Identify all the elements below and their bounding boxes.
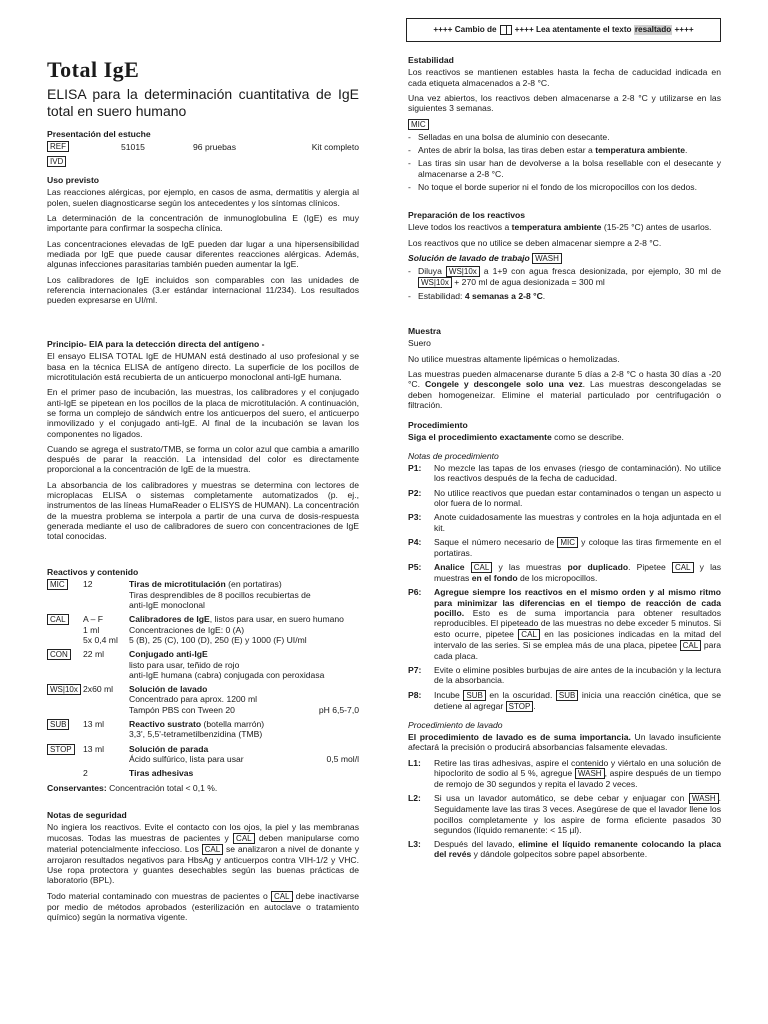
note-p7 xyxy=(408,665,721,686)
ws-symbol: WS|10x xyxy=(47,684,81,695)
reagent-row-adhesive xyxy=(47,768,359,782)
kit-type: Kit completo xyxy=(311,141,359,152)
p5-bold1: por duplicado xyxy=(567,562,629,573)
stability-b2c: . xyxy=(685,144,688,155)
l1-a: Retire las tiras adhesivas, aspire el contenido y viértalo en una solución de hipoclorito de sodio al 5 %, agregue xyxy=(434,757,721,778)
prep-p2: Los reactivos que no utilice se deben almacenar siempre a 2-8 °C. xyxy=(408,237,662,248)
p4-b: y coloque las tiras firmemente en el portatiras. xyxy=(434,536,721,558)
safety-heading: Notas de seguridad xyxy=(47,810,127,820)
reagent-row-mic xyxy=(47,579,359,614)
ws-ph: pH 6,5-7,0 xyxy=(318,704,359,715)
con-qty: 22 ml xyxy=(83,649,105,660)
procedure-notes-heading: Notas de procedimiento xyxy=(408,450,499,461)
safety-p1b: deben manipularse como material potencialmente infeccioso. Los xyxy=(47,832,359,854)
adh-name: Tiras adhesivas xyxy=(129,768,194,779)
ref-symbol: REF xyxy=(47,141,69,152)
prep-ws-symbol: WS|10x xyxy=(418,277,452,288)
prep-b1b: a 1+9 con agua fresca desionizada, por ejemplo, 30 ml de xyxy=(483,265,721,276)
sub-symbol: SUB xyxy=(47,719,69,730)
wash-step-l1 xyxy=(408,758,721,790)
procedure-p1 xyxy=(408,432,721,442)
cal-name: Calibradores de IgE xyxy=(129,614,210,625)
p6-cal-symbol: CAL xyxy=(680,640,702,651)
banner-middle: ++++ Lea atentamente el texto xyxy=(514,25,632,35)
test-count: 96 pruebas xyxy=(193,141,237,152)
specimen-heading: Muestra xyxy=(408,326,441,336)
specimen-p2a: Las muestras pueden almacenarse durante 5 días a 2-8 °C o hasta 30 días a -20 °C. xyxy=(408,368,721,390)
intended-use-p3: Las concentraciones elevadas de IgE pueden dar lugar a una hipersensibilidad mediada por IgE que puede causar diferentes reacciones alérgicas. Además, algunas infecciones parasitarias también pueden aumentar la IgE. xyxy=(47,238,359,270)
banner-prefix: ++++ Cambio de xyxy=(433,25,497,35)
intended-use-section xyxy=(47,175,359,310)
intended-use-p2: La determinación de la concentración de inmunoglobulina E (IgE) es muy importante para confirmar la sospecha clínica. xyxy=(47,212,359,234)
principle-section xyxy=(47,339,359,547)
stability-b2a: Antes de abrir la bolsa, las tiras deben estar a xyxy=(418,144,596,155)
principle-p1: El ensayo ELISA TOTAL IgE de HUMAN está destinado al uso profesional y se basa en la técnica ELISA de antígeno directo. La superficie de los pocillos de microtitulación está recubierta de un anticuerpo monoclonal anti-IgE humana. xyxy=(47,351,359,382)
list-item xyxy=(408,266,721,288)
sub-name-suffix: (botella marrón) xyxy=(201,719,265,730)
cal-qty1: A – F xyxy=(83,614,104,625)
safety-p2 xyxy=(47,891,359,923)
p4-mic-symbol: MIC xyxy=(557,537,578,548)
list-item xyxy=(408,291,721,301)
intended-use-p4: Los calibradores de IgE incluidos son comparables con las unidades de referencia internacionales (3.er estándar internacional 11/234). Los resultados pueden expresarse en UI/ml. xyxy=(47,274,359,306)
p8-c: inicia una reacción cinética, que se detiene al agregar xyxy=(434,689,721,711)
note-label: P8: xyxy=(408,689,422,700)
stop-molarity: 0,5 mol/l xyxy=(326,754,359,764)
wash-step-label: L1: xyxy=(408,757,421,768)
wash-procedure-p xyxy=(408,732,721,753)
p5-c: . Pipetee xyxy=(628,562,666,573)
book-icon xyxy=(500,25,512,35)
stop-qty: 13 ml xyxy=(83,743,105,754)
safety-p1a: No ingiera los reactivos. Evite el contacto con los ojos, la piel y las membranas mucosas. Todas las muestras de pacientes y xyxy=(47,822,359,843)
prep-b2c: . xyxy=(542,290,546,301)
wash-step-label: L3: xyxy=(408,839,421,850)
p5-a: Analice xyxy=(434,562,465,573)
document-subtitle: ELISA para la determinación cuantitativa de IgE total en suero humano xyxy=(47,86,359,119)
p6-bold: Agregue siempre los reactivos en el mismo orden y al mismo ritmo para minimizar las diferencias en el tiempo de reacción de cada pocillo. xyxy=(434,587,721,619)
prep-p1 xyxy=(408,222,721,232)
principle-heading: Principio- EIA para la detección directa del antígeno - xyxy=(47,339,265,349)
safety-p2b: debe inactivarse por medio de métodos aprobados (esterilización en autoclave o tratamiento químico) según la normativa vigente. xyxy=(47,890,359,922)
reagents-heading: Reactivos y contenido xyxy=(47,567,139,577)
banner-suffix: ++++ xyxy=(674,25,694,35)
stability-section xyxy=(408,55,721,196)
safety-cal-symbol: CAL xyxy=(202,844,224,855)
principle-p2: En el primer paso de incubación, las muestras, los calibradores y el conjugado anti-IgE se pipetean en los pocillos de la placa de microtitulación. A continuación, se forma un complejo de sándwich entre los anticuerpos del suero, el anticuerpo inmovilizado y el conjugado anti-IgE. Al final de la incubación se lavan los componentes no ligados. xyxy=(47,387,359,439)
note-label: P4: xyxy=(408,536,422,547)
note-text: Anote cuidadosamente las muestras y controles en la hoja adjuntada en el kit. xyxy=(434,512,721,533)
specimen-section xyxy=(408,326,721,415)
l2-wash-symbol: WASH xyxy=(689,793,719,804)
stability-p1: Los reactivos se mantienen estables hasta la fecha de caducidad indicada en cada etiqueta almacenados a 2-8 °C. xyxy=(408,67,721,88)
banner-highlight: resaltado xyxy=(634,25,672,35)
intended-use-p1: Las reacciones alérgicas, por ejemplo, en casos de asma, dermatitis y alergia al polen, suelen diagnosticarse según los antecedentes y los síntomas clínicos. xyxy=(47,187,359,208)
stability-p2: Una vez abiertos, los reactivos deben almacenarse a 2-8 °C y utilizarse en las siguientes 3 semanas. xyxy=(408,92,721,114)
wash-step-label: L2: xyxy=(408,793,421,804)
procedure-p1a: Siga el procedimiento exactamente xyxy=(408,432,552,443)
reagent-row-con xyxy=(47,649,359,684)
wash-symbol: WASH xyxy=(532,253,562,264)
preparation-section xyxy=(408,210,721,305)
wash-solution-heading xyxy=(408,253,721,264)
reagent-row-sub xyxy=(47,719,359,744)
presentation-heading: Presentación del estuche xyxy=(47,129,151,139)
safety-cal-symbol: CAL xyxy=(271,891,293,902)
p5-bold2: en el fondo xyxy=(471,573,518,584)
safety-p1c: se analizaron a nivel de donante y arrojaron resultados negativos para HbsAg y anticuerpos contra VIH-1/2 y VHC. Use ropa protectora y guantes desechables según las buenas prácticas de laboratorio (BPL). xyxy=(47,843,359,886)
reagents-section xyxy=(47,567,359,798)
mic-line3: anti-IgE monoclonal xyxy=(129,599,205,610)
sub-line2: 3,3', 5,5'-tetrametilbenzidina (TMB) xyxy=(129,729,263,740)
presentation-section xyxy=(47,129,359,167)
note-p3 xyxy=(408,512,721,533)
note-label: P2: xyxy=(408,487,422,498)
specimen-p2c: . Las muestras descongeladas se deben homogeneizar. Elimine el material particulado por centrifugación o filtración. xyxy=(408,379,722,410)
safety-section xyxy=(47,810,359,927)
p8-sub-symbol: SUB xyxy=(556,690,578,701)
wash-p-bold: El procedimiento de lavado es de suma importancia. xyxy=(408,731,631,742)
note-p1 xyxy=(408,463,721,484)
p8-stop-symbol: STOP xyxy=(506,701,534,712)
safety-p1 xyxy=(47,822,359,885)
l3-a: Después del lavado, xyxy=(434,839,519,850)
sub-qty: 13 ml xyxy=(83,719,105,730)
preparation-heading: Preparación de los reactivos xyxy=(408,210,526,220)
list-item xyxy=(408,145,721,155)
ws-line3: Tampón PBS con Tween 20 xyxy=(129,704,235,715)
procedure-heading: Procedimiento xyxy=(408,420,468,430)
con-symbol: CON xyxy=(47,649,71,660)
change-banner xyxy=(406,18,721,42)
wash-solution-heading-text: Solución de lavado de trabajo xyxy=(408,252,530,263)
p4-a: Saque el número necesario de xyxy=(434,536,555,547)
stop-name: Solución de parada xyxy=(129,743,209,754)
safety-p2a: Todo material contaminado con muestras de pacientes o xyxy=(47,890,268,901)
principle-p4: La absorbancia de los calibradores y muestras se determina con lectores de microplacas ELISA o sistemas completamente automatizados (p. ej., instrumentos de las líneas HumaReader o ELISYS de HUMAN). La concentración de la muestra problema se interpola a partir de una curva de dosis-respuesta generada mediante el uso de calibradores de suero con concentraciones de IgE total conocidas. xyxy=(47,479,359,542)
document-title: Total IgE xyxy=(47,57,140,82)
con-name: Conjugado anti-IgE xyxy=(129,649,208,660)
list-item: - No toque el borde superior ni el fondo de los micropocillos con los dedos. xyxy=(408,182,721,192)
cal-name-suffix: , listos para usar, en suero humano xyxy=(209,614,344,625)
note-p5 xyxy=(408,562,721,583)
cal-line2: Concentraciones de IgE: 0 (A) xyxy=(129,624,245,635)
stability-heading: Estabilidad xyxy=(408,55,454,65)
p8-d: . xyxy=(533,700,536,711)
mic-line2: Tiras desprendibles de 8 pocillos recubiertas de xyxy=(129,589,311,600)
ivd-symbol: IVD xyxy=(47,156,66,167)
mic-symbol: MIC xyxy=(47,579,68,590)
sub-name: Reactivo sustrato xyxy=(129,719,202,730)
l1-wash-symbol: WASH xyxy=(575,768,605,779)
prep-b2a: Estabilidad: xyxy=(418,290,465,301)
wash-procedure-heading: Procedimiento de lavado xyxy=(408,719,503,730)
con-line2: listo para usar, teñido de rojo xyxy=(129,659,240,670)
note-label: P5: xyxy=(408,562,422,573)
prep-p1b: temperatura ambiente xyxy=(511,222,602,233)
note-text: No mezcle las tapas de los envases (riesgo de contaminación). No utilice los reactivos después de la fecha de caducidad. xyxy=(434,462,721,484)
reagent-row-stop xyxy=(47,744,359,769)
l2-b: . Seguidamente lave las tiras 3 veces. Asegúrese de que el lavador llene los pocillos completamente y los aspire de forma eficiente pasados 30 segundos (líquido remanente: < 15 µl). xyxy=(434,793,721,835)
p5-e: de los micropocillos. xyxy=(519,573,598,584)
stability-mic-symbol: MIC xyxy=(408,119,429,130)
note-p8 xyxy=(408,690,721,712)
ws-line2: Concentrado para aprox. 1200 ml xyxy=(129,694,258,705)
p6-a: Esto es de suma importancia para obtener resultados reproducibles. El pipeteado de las muestras no debe exceder 5 minutos. Si esto ocurre, pipetee xyxy=(434,608,721,639)
prep-list xyxy=(408,266,721,301)
specimen-p1: No utilice muestras altamente lipémicas o hemolizadas. xyxy=(408,353,620,364)
kit-row xyxy=(47,141,359,152)
mic-qty: 12 xyxy=(83,579,93,590)
l3-bold: elimine el líquido remanente colocando la placa del revés xyxy=(434,839,721,860)
p5-b: y las muestras xyxy=(498,562,562,573)
list-item: - Las tiras sin usar han de devolverse a la bolsa resellable con el desecante y almacenarse a 2-8 °C. xyxy=(408,158,721,179)
mic-name: Tiras de microtitulación xyxy=(129,579,226,590)
catalog-code: 51015 xyxy=(121,141,145,152)
p5-cal-symbol: CAL xyxy=(471,562,493,573)
note-label: P1: xyxy=(408,462,422,473)
p5-cal-symbol: CAL xyxy=(672,562,694,573)
specimen-type: Suero xyxy=(408,338,431,349)
prep-p1c: (15-25 °C) antes de usarlos. xyxy=(601,222,712,233)
p8-sub-symbol: SUB xyxy=(463,690,485,701)
prep-b1c: + 270 ml de agua desionizada = 300 ml xyxy=(454,276,605,287)
specimen-p2 xyxy=(408,369,721,410)
mic-name-suffix: (en portatiras) xyxy=(225,579,282,590)
adh-qty: 2 xyxy=(83,768,88,779)
specimen-p2b: Congele y descongele solo una vez xyxy=(425,379,583,390)
p5-d: y las muestras xyxy=(434,562,722,584)
p8-a: Incube xyxy=(434,689,460,700)
note-label: P3: xyxy=(408,512,422,523)
procedure-section xyxy=(408,420,721,864)
p6-cal-symbol: CAL xyxy=(518,629,540,640)
note-p6 xyxy=(408,587,721,661)
wash-p: Un lavado insuficiente afectará la precisión o producirá absorbancias falsamente elevadas. xyxy=(408,731,722,753)
procedure-p1b: como se describe. xyxy=(551,432,624,443)
list-item: - Selladas en una bolsa de aluminio con desecante. xyxy=(408,132,721,142)
reagent-row-cal xyxy=(47,614,359,649)
safety-cal-symbol: CAL xyxy=(233,833,255,844)
note-p4 xyxy=(408,537,721,558)
l2-a: Si usa un lavador automático, se debe cebar y enjuagar con xyxy=(434,793,685,804)
stability-b2b: temperatura ambiente xyxy=(595,144,686,155)
note-label: P6: xyxy=(408,587,422,598)
principle-p3: Cuando se agrega el sustrato/TMB, se forma un color azul que cambia a amarillo después de parar la reacción. La intensidad del color es directamente proporcional a la concentración de IgE de la muestra. xyxy=(47,443,359,475)
stop-symbol: STOP xyxy=(47,744,75,755)
p6-c: para cada placa. xyxy=(434,639,722,661)
wash-step-l2 xyxy=(408,793,721,835)
ws-name: Solución de lavado xyxy=(129,684,208,695)
l3-b: y dándole golpecitos sobre papel absorbente. xyxy=(471,849,648,860)
reagent-row-ws xyxy=(47,684,359,719)
cal-line3: 5 (B), 25 (C), 100 (D), 250 (E) y 1000 (F) UI/ml xyxy=(129,634,307,645)
l1-b: , aspire después de un tiempo de remojo de 30 segundos y repita el lavado 2 veces. xyxy=(434,767,721,789)
prep-b2b: 4 semanas a 2-8 °C xyxy=(464,290,543,301)
preservatives-label: Conservantes: xyxy=(47,782,107,793)
note-label: P7: xyxy=(408,665,422,675)
p6-b: en las posiciones indicadas en la mitad del intervalo de las series. Si se emplea más de una placa, pipetee xyxy=(434,628,721,650)
cal-qty3: 5x 0,4 ml xyxy=(83,634,118,645)
con-line3: anti-IgE humana (cabra) conjugada con peroxidasa xyxy=(129,669,325,680)
p8-b: en la oscuridad. xyxy=(489,689,553,700)
wash-step-l3 xyxy=(408,839,721,860)
stop-line2: Ácido sulfúrico, lista para usar xyxy=(129,754,244,764)
prep-b1a: Diluya xyxy=(418,265,442,276)
note-p2 xyxy=(408,488,721,509)
note-text: Evite o elimine posibles burbujas de aire antes de la incubación y la lectura de la absorbancia. xyxy=(434,665,721,686)
intended-use-heading: Uso previsto xyxy=(47,175,100,185)
preservatives-text: Concentración total < 0,1 %. xyxy=(106,782,218,793)
stability-list xyxy=(408,132,721,193)
prep-ws-symbol: WS|10x xyxy=(446,266,480,277)
ws-qty: 2x60 ml xyxy=(83,684,114,695)
note-text: No utilice reactivos que puedan estar contaminados o tengan un aspecto u olor fuera de lo normal. xyxy=(434,487,721,508)
cal-symbol: CAL xyxy=(47,614,69,625)
prep-p1a: Lleve todos los reactivos a xyxy=(408,222,512,233)
cal-qty2: 1 ml xyxy=(83,624,100,635)
reagents-table xyxy=(47,579,359,782)
